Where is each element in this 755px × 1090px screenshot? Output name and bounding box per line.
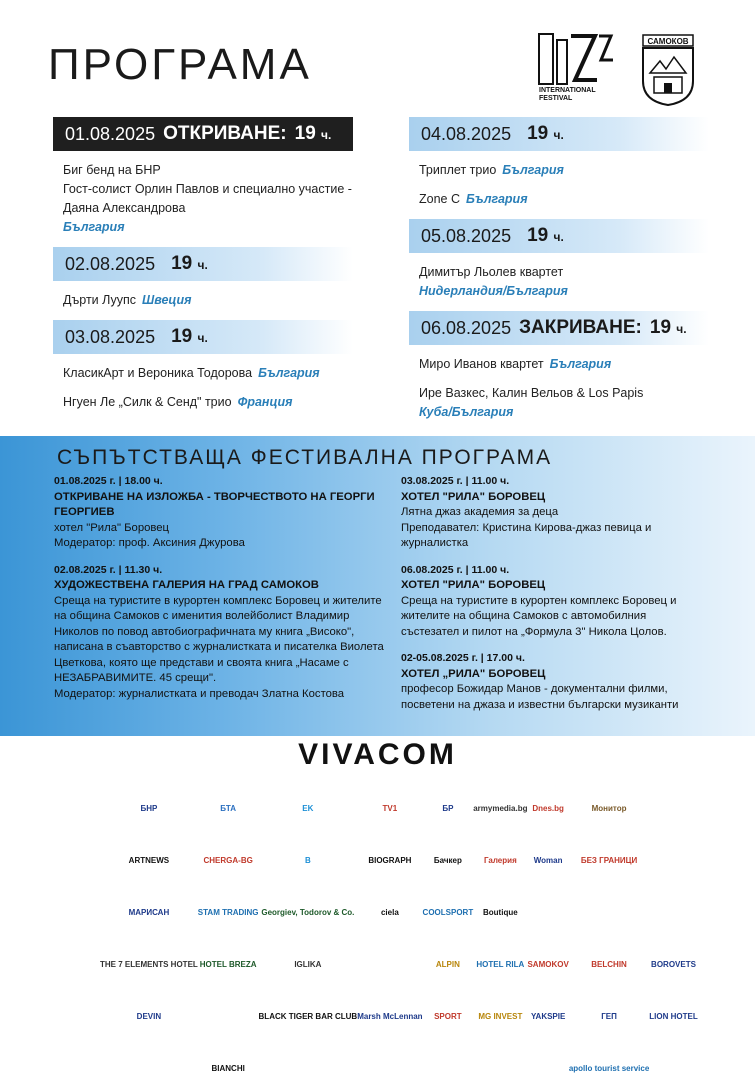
sponsor-logo: Бачкер [433, 855, 462, 865]
performance-item [53, 161, 353, 237]
sponsor-logo [198, 994, 259, 1038]
festival-event [401, 651, 706, 713]
performer-country: Швеция [142, 293, 192, 307]
day-hour-unit: ч. [321, 128, 332, 142]
performer-name: Ире Вазкес, Калин Вельов & Los Papis [419, 386, 644, 400]
day-hour [171, 253, 208, 275]
day-tag: ЗАКРИВАНЕ: [519, 317, 642, 338]
day-hour-unit: ч. [553, 128, 564, 142]
festival-event-date: 03.08.2025 г. | 11.00 ч. [401, 475, 510, 487]
festival-event-date: 01.08.2025 г. | 18.00 ч. [54, 475, 163, 487]
performer-name: Димитър Льолев квартет [419, 265, 564, 279]
page-title: ПРОГРАМА [48, 40, 312, 89]
festival-event-venue: ХУДОЖЕСТВЕНА ГАЛЕРИЯ НА ГРАД САМОКОВ [54, 579, 319, 591]
sponsor-logo: THE 7 ELEMENTS HOTEL [100, 959, 198, 969]
dr-jazz-festival-logo [535, 30, 621, 102]
performer-country: Нидерландия/България [419, 284, 568, 298]
sponsor-logo: Dnes.bg [532, 803, 564, 813]
day-date: 05.08.2025 [421, 225, 512, 246]
day-header [409, 219, 709, 253]
sponsor-logo [527, 1046, 568, 1090]
sponsor-logo: apollo tourist service [568, 1063, 650, 1073]
sponsor-logo: БНР [140, 803, 158, 813]
sponsor-logo: YAKSPIE [530, 1011, 566, 1021]
vivacom-sponsor-logo: VIVACOM [298, 738, 457, 771]
day-tag: ОТКРИВАНЕ: [163, 123, 287, 144]
sponsor-logo: DEVIN [136, 1011, 162, 1021]
day-hour-unit: ч. [676, 322, 687, 336]
sponsor-logo [100, 1046, 198, 1090]
performance-item [53, 291, 353, 310]
sponsor-logo: CHERGA-BG [203, 855, 253, 865]
day-hour-value: 19 [527, 225, 549, 246]
sponsor-logos-grid [100, 786, 698, 1090]
day-header [53, 117, 353, 151]
festival-left-column [54, 474, 394, 713]
sponsor-logo [357, 1046, 422, 1090]
sponsor-logo: БТА [220, 803, 237, 813]
day-hour-value: 19 [527, 123, 549, 144]
day-hour-unit: ч. [553, 230, 564, 244]
day-header [53, 320, 353, 354]
sponsor-logo: Монитор [591, 803, 627, 813]
samokov-logo-text: САМОКОВ [647, 37, 689, 46]
day-hour-value: 19 [294, 123, 316, 144]
performer-name: Миро Иванов квартет [419, 357, 544, 371]
sponsor-logo: МАРИСАН [128, 907, 170, 917]
sponsor-logo: Woman [533, 855, 563, 865]
day-hour [527, 225, 564, 247]
sponsor-logo: BLACK TIGER BAR CLUB [258, 1011, 358, 1021]
jazz-logo-line2: INTERNATIONAL [539, 87, 596, 94]
performer-country: Франция [237, 395, 293, 409]
festival-event-date: 06.08.2025 г. | 11.00 ч. [401, 563, 510, 576]
festival-event-description: Лятна джаз академия за деца Преподавател: Кристина Кирова-джаз певица и журналистка [401, 506, 652, 549]
performer-name: Zone C [419, 192, 460, 206]
day-hour [650, 317, 687, 339]
performer-name: Нгуен Ле „Силк & Сенд" трио [63, 395, 232, 409]
sponsor-logo: Boutique [483, 907, 518, 917]
performance-item [53, 364, 353, 383]
day-header [409, 117, 709, 151]
sponsor-logo: ciela [380, 907, 399, 917]
day-header [53, 247, 353, 281]
sponsor-logo: BELCHIN [591, 959, 627, 969]
day-hour [527, 123, 564, 145]
sponsor-logo: БЕЗ ГРАНИЦИ [580, 855, 638, 865]
samokov-coat-of-arms-logo [640, 33, 696, 107]
festival-event [54, 563, 394, 703]
performer-country: Куба/България [419, 405, 514, 419]
performance-item [409, 355, 709, 374]
program-left-column [53, 117, 353, 422]
day-date: 01.08.2025 [65, 123, 156, 144]
sponsor-logo [649, 1046, 697, 1090]
festival-event [54, 474, 394, 552]
festival-event-description: Среща на туристите в курортен комплекс Боровец и жителите на община Самоков с именития волейболист Владимир Николов по повод автобиографичната му книга „Високо", написана в съавторство с журналистката и писателка Виолета Цветкова, която ще представи и своята книга „Насаме с НЕЗАБРАВИМИТЕ. 45 срещи". Модератор: журналистката и преводач Златна Костова [54, 594, 384, 700]
sponsor-logo: BIANCHI [211, 1063, 245, 1073]
sponsor-logo: SAMOKOV [527, 959, 569, 969]
day-date: 03.08.2025 [65, 326, 156, 347]
day-date: 02.08.2025 [65, 253, 156, 274]
sponsor-logo: ALPIN [435, 959, 460, 969]
sponsor-logo [649, 786, 697, 830]
sponsor-logo [259, 1046, 358, 1090]
sponsor-logo: EK [302, 803, 314, 813]
performer-country: България [466, 192, 528, 206]
festival-event-description: Среща на туристите в курортен комплекс Боровец и жителите на община Самоков с автомобилния състезател и пилот на „Формула 3" Никола Цолов. [401, 594, 677, 638]
festival-event-venue: ОТКРИВАНЕ НА ИЗЛОЖБА - ТВОРЧЕСТВОТО НА ГЕОРГИ ГЕОРГИЕВ [54, 490, 375, 518]
day-hour-unit: ч. [197, 331, 208, 345]
day-hour [171, 326, 208, 348]
day-header [409, 311, 709, 345]
festival-event [401, 474, 706, 552]
performance-item [409, 161, 709, 180]
sponsor-logo: HOTEL BREZA [199, 959, 257, 969]
sponsor-logo: MG INVEST [478, 1011, 523, 1021]
day-hour-unit: ч. [197, 258, 208, 272]
performance-item [53, 393, 353, 412]
sponsor-logo [649, 890, 697, 934]
festival-program-title: СЪПЪТСТВАЩА ФЕСТИВАЛНА ПРОГРАМА [57, 446, 553, 469]
performer-country: България [502, 163, 564, 177]
performance-item [409, 263, 709, 301]
sponsor-logo: COOLSPORT [422, 907, 474, 917]
sponsor-logo: HOTEL RILA [476, 959, 525, 969]
festival-event-description: професор Божидар Манов - документални филми, посветени на джаза и известни български музиканти [401, 683, 679, 711]
sponsor-logo [569, 890, 649, 934]
sponsor-logo: armymedia.bg [473, 803, 528, 813]
performer-country: България [258, 366, 320, 380]
sponsor-logo: STAM TRADING [197, 907, 259, 917]
sponsor-logo: БР [442, 803, 454, 813]
sponsor-logo: ГЕП [601, 1011, 617, 1021]
performance-item [409, 384, 709, 422]
festival-right-column [401, 474, 706, 724]
performer-name: Триплет трио [419, 163, 497, 177]
performer-country: България [549, 357, 612, 371]
festival-event-venue: ХОТЕЛ „РИЛА" БОРОВЕЦ [401, 667, 546, 680]
sponsor-logo: IGLIKA [294, 959, 322, 969]
day-date: 06.08.2025 [421, 317, 512, 338]
sponsor-logo: Georgiev, Todorov & Co. [261, 907, 355, 917]
performer-name: Биг бенд на БНР Гост-солист Орлин Павлов и специално участие - Даяна Александрова [63, 163, 352, 215]
sponsor-logo [527, 890, 568, 934]
performer-name: КласикАрт и Вероника Тодорова [63, 366, 253, 380]
sponsor-logo: Галерия [483, 855, 517, 865]
day-hour-value: 19 [171, 253, 193, 274]
performance-item [409, 190, 709, 209]
sponsor-logo: BIOGRAPH [368, 855, 412, 865]
sponsor-logo: TV1 [382, 803, 398, 813]
jazz-logo-line3: FESTIVAL [539, 95, 573, 102]
sponsor-logo: LION HOTEL [649, 1011, 698, 1021]
performer-name: Дърти Луупс [63, 293, 136, 307]
day-hour [295, 123, 332, 145]
festival-event [401, 563, 706, 641]
sponsor-logo: BOROVETS [651, 959, 696, 969]
festival-event-venue: ХОТЕЛ "РИЛА" БОРОВЕЦ [401, 490, 546, 503]
sponsor-logo [649, 838, 697, 882]
sponsor-logo [357, 942, 422, 986]
performer-country: България [63, 220, 125, 234]
festival-event-venue: ХОТЕЛ "РИЛА" БОРОВЕЦ [401, 579, 546, 591]
sponsor-logo [423, 1046, 474, 1090]
sponsor-logo: SPORT [434, 1011, 462, 1021]
festival-event-date: 02.08.2025 г. | 11.30 ч. [54, 563, 163, 576]
festival-event-date: 02-05.08.2025 г. | 17.00 ч. [401, 652, 525, 664]
sponsor-logo: B [304, 855, 311, 865]
day-date: 04.08.2025 [421, 123, 512, 144]
festival-event-description: хотел "Рила" Боровец Модератор: проф. Аксиния Джурова [54, 521, 245, 549]
day-hour-value: 19 [171, 326, 193, 347]
sponsor-logo: ARTNEWS [128, 855, 170, 865]
day-hour-value: 19 [649, 317, 672, 338]
program-right-column [409, 117, 709, 432]
sponsor-logo [473, 1046, 527, 1090]
sponsor-logo: Marsh McLennan [357, 1011, 423, 1021]
